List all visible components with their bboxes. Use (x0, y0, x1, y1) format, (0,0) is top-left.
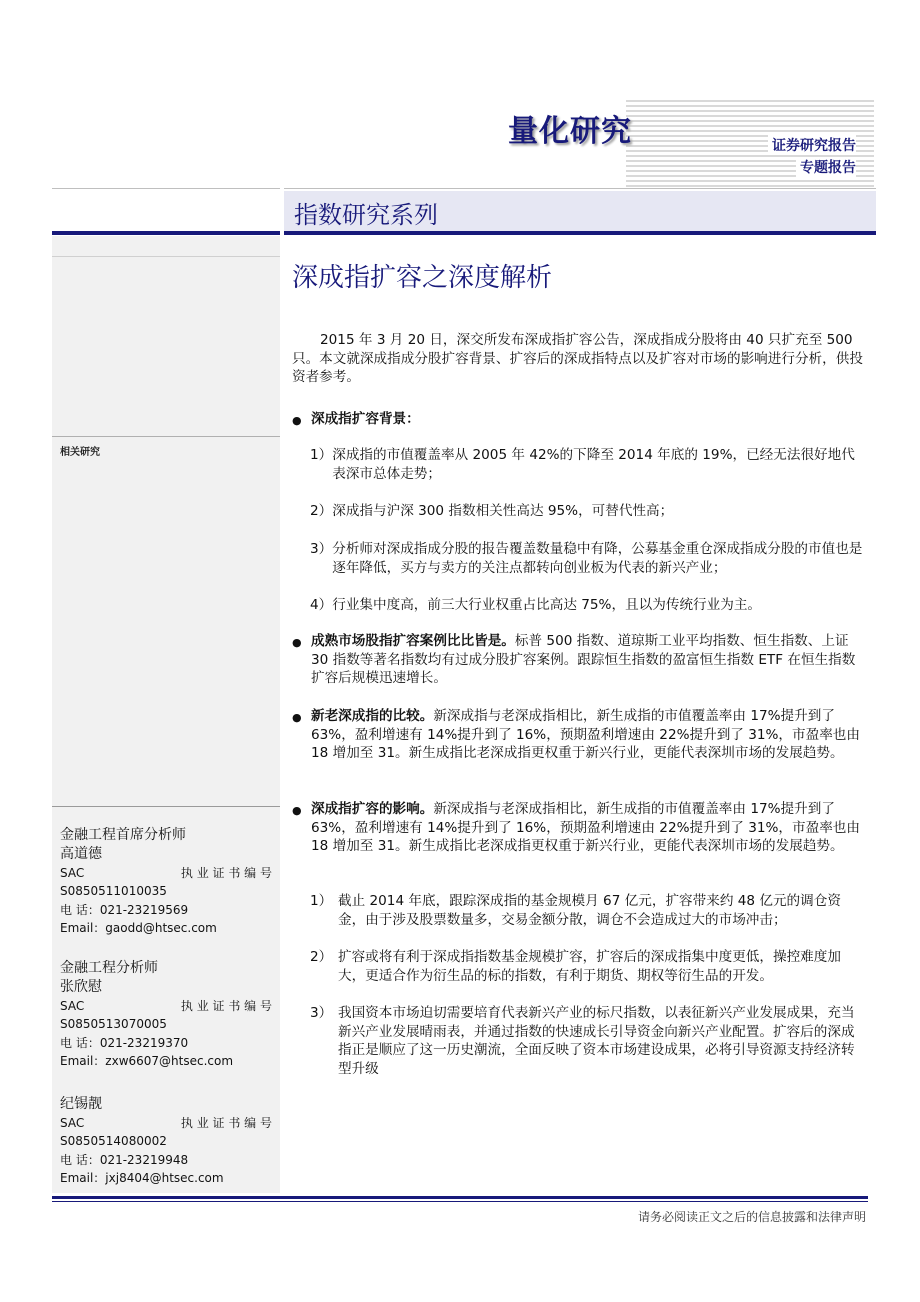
list-item (310, 502, 866, 521)
section-text: 标普 500 指数、道琼斯工业平均指数、恒生指数、上证 30 指数等著名指数均有过成分股扩容案例。跟踪恒生指数的盈富恒生指数 ETF 在恒生指数扩容后规模迅速增长。 (311, 633, 856, 687)
navy-rule-right (284, 231, 876, 235)
analyst-name: 张欣慰 (60, 979, 102, 995)
item-number: 3） (310, 1005, 333, 1021)
analyst-cert: S0850514080002 (60, 1134, 167, 1149)
footer-disclaimer: 请务必阅读正文之后的信息披露和法律声明 (637, 1210, 866, 1224)
list-item (310, 446, 866, 483)
sac-suffix: 执 业 证 书 编 号 (180, 999, 272, 1013)
item-number: 1） (310, 893, 333, 909)
list-item (310, 1004, 866, 1078)
bullet-icon: ● (292, 804, 302, 817)
report-title: 深成指扩容之深度解析 (292, 263, 553, 293)
analyst-cert: S0850511010035 (60, 884, 167, 899)
list-item (310, 948, 866, 985)
item-number: 2） (310, 949, 333, 965)
item-number: 3） (310, 541, 333, 557)
report-type: 证券研究报告 (768, 135, 856, 155)
sac-row (60, 1114, 272, 1132)
report-subtype: 专题报告 (796, 157, 856, 177)
analyst-phone: 电 话：021-23219370 (60, 1035, 189, 1050)
analyst-card (60, 1095, 272, 1188)
section-paragraph (311, 632, 867, 688)
sac-suffix: 执 业 证 书 编 号 (180, 1116, 272, 1130)
item-text: 我国资本市场迫切需要培育代表新兴产业的标尺指数，以表征新兴产业发展成果，充当新兴产业发展晴雨表，并通过指数的快速成长引导资金向新兴产业配置。扩容后的深成指正是顺应了这一历史潮流，全面反映了资本市场建设成果，必将引导资源支持经济转型升级 (338, 1005, 855, 1077)
series-title: 指数研究系列 (294, 201, 438, 229)
list-item (310, 892, 866, 929)
sidebar-rule (52, 256, 280, 257)
sidebar-rule (52, 806, 280, 807)
analyst-phone: 电 话：021-23219948 (60, 1152, 189, 1167)
section-heading: 新老深成指的比较。 (311, 708, 434, 724)
analyst-email: Email：jxj8404@htsec.com (60, 1171, 224, 1186)
sac-label: SAC (60, 866, 85, 880)
analyst-name: 纪锡靓 (60, 1096, 102, 1112)
item-text: 深成指与沪深 300 指数相关性高达 95%，可替代性高； (332, 503, 674, 519)
item-number: 1） (310, 447, 333, 463)
sac-row (60, 864, 272, 882)
list-item (310, 540, 866, 577)
analyst-title: 金融工程分析师 (60, 960, 158, 976)
bullet-icon: ● (292, 711, 302, 724)
intro-paragraph: 2015 年 3 月 20 日，深交所发布深成指扩容公告，深成指成分股将由 40 只扩充至 500 只。本文就深成指成分股扩容背景、扩容后的深成指特点以及扩容对市场的影响进行分析，供投资者参考。 (292, 332, 863, 386)
sac-label: SAC (60, 999, 85, 1013)
navy-rule-left (52, 231, 280, 235)
item-text: 截止 2014 年底，跟踪深成指的基金规模月 67 亿元，扩容带来约 48 亿元的调仓资金，由于涉及股票数量多，交易金额分散，调仓不会造成过大的市场冲击； (338, 893, 841, 928)
item-number: 2） (310, 503, 333, 519)
analyst-cert: S0850513070005 (60, 1017, 167, 1032)
related-research-label: 相关研究 (60, 447, 100, 458)
analyst-name: 高道德 (60, 846, 102, 862)
header-divider-right (284, 188, 876, 189)
analyst-phone: 电 话：021-23219569 (60, 902, 189, 917)
sac-label: SAC (60, 1116, 85, 1130)
section-paragraph (311, 800, 867, 856)
item-text: 分析师对深成指成分股的报告覆盖数量稳中有降，公募基金重仓深成指成分股的市值也是逐年降低，买方与卖方的关注点都转向创业板为代表的新兴产业； (332, 541, 863, 576)
section-paragraph (311, 707, 867, 763)
footer-rule (52, 1196, 868, 1199)
sidebar-rule (52, 436, 280, 437)
footer-rule-thin (52, 1201, 868, 1202)
analyst-title: 金融工程首席分析师 (60, 827, 186, 843)
item-text: 扩容或将有利于深成指指数基金规模扩容，扩容后的深成指集中度更低，操控难度加大，更适合作为衍生品的标的指数，有利于期货、期权等衍生品的开发。 (338, 949, 841, 984)
section-text: 新深成指与老深成指相比，新生成指的市值覆盖率由 17%提升到了 63%，盈利增速有 14%提升到了 16%，预期盈利增速由 22%提升到了 31%，市盈率也由 18 增加至 31。新生成指比老深成指更权重于新兴行业，更能代表深圳市场的发展趋势。 (311, 708, 860, 762)
section-heading: 深成指扩容的影响。 (311, 801, 434, 817)
item-number: 4） (310, 597, 333, 613)
bullet-icon: ● (292, 636, 302, 649)
brand-title: 量化研究 (508, 114, 632, 149)
sac-row (60, 997, 272, 1015)
item-text: 深成指的市值覆盖率从 2005 年 42%的下降至 2014 年底的 19%，已经无法很好地代表深市总体走势； (332, 447, 855, 482)
header-divider-left (52, 188, 280, 189)
list-item (310, 596, 866, 615)
section-text: 新深成指与老深成指相比，新生成指的市值覆盖率由 17%提升到了 63%，盈利增速有 14%提升到了 16%，预期盈利增速由 22%提升到了 31%，市盈率也由 18 增加至 31。新生成指比老深成指更权重于新兴行业，更能代表深圳市场的发展趋势。 (311, 801, 860, 855)
analyst-email: Email：gaodd@htsec.com (60, 921, 217, 936)
section-heading: 成熟市场股指扩容案例比比皆是。 (311, 633, 515, 649)
analyst-email: Email：zxw6607@htsec.com (60, 1054, 234, 1069)
analyst-card (60, 826, 272, 938)
bullet-icon: ● (292, 414, 302, 427)
item-text: 行业集中度高，前三大行业权重占比高达 75%，且以为传统行业为主。 (332, 597, 762, 613)
analyst-card (60, 959, 272, 1071)
sac-suffix: 执 业 证 书 编 号 (180, 866, 272, 880)
section-heading: 深成指扩容背景： (311, 411, 420, 427)
